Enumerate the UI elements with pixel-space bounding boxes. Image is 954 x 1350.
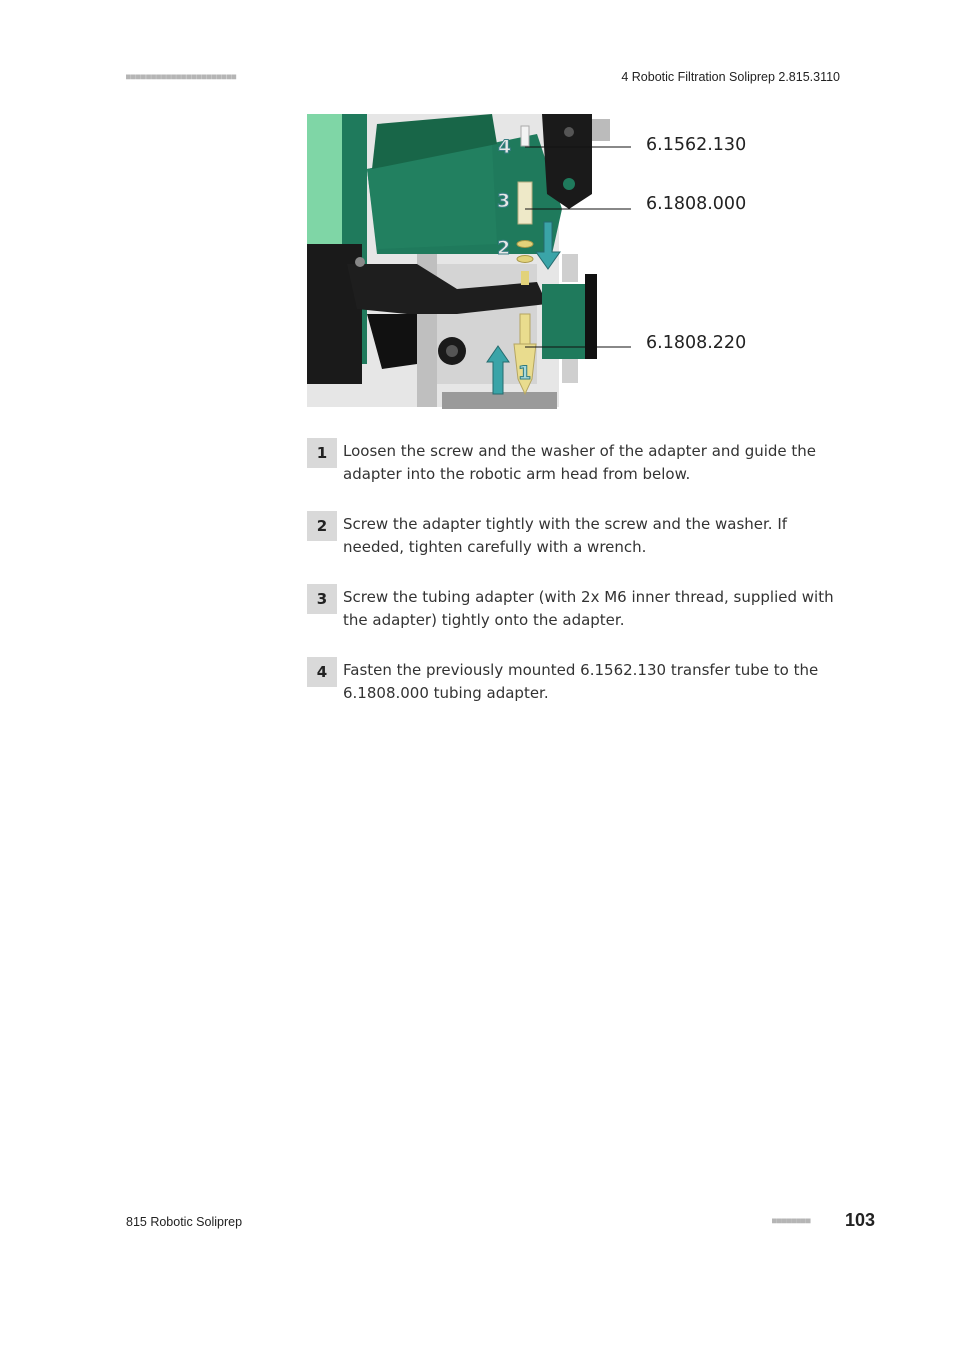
step-number: 1 — [307, 438, 337, 468]
instruction-steps — [307, 438, 837, 730]
adapter — [520, 314, 530, 344]
marker-4: 4 — [498, 136, 512, 158]
footer-product-name: 815 Robotic Soliprep — [126, 1215, 243, 1229]
step-number: 2 — [307, 511, 337, 541]
assembly-illustration — [307, 114, 747, 409]
marker-2: 2 — [497, 237, 511, 259]
header-decoration: ■■■■■■■■■■■■■■■■■■■■■■ — [126, 72, 237, 81]
transfer-tube — [521, 126, 529, 146]
callout-transfer-tube: 6.1562.130 — [646, 135, 747, 155]
callout-tubing-adapter: 6.1808.000 — [646, 194, 747, 214]
callout-adapter: 6.1808.220 — [646, 333, 747, 353]
step-item — [307, 438, 837, 511]
chapter-title: 4 Robotic Filtration Soliprep 2.815.3110 — [621, 70, 840, 84]
page-number: 103 — [845, 1210, 876, 1230]
step-text: Fasten the previously mounted 6.1562.130 transfer tube to the 6.1808.000 tubing adapter. — [343, 661, 819, 702]
marker-3: 3 — [497, 190, 511, 212]
washer — [517, 241, 533, 248]
screw-washer — [517, 256, 533, 263]
step-item — [307, 584, 837, 657]
tubing-adapter — [518, 182, 532, 224]
step-text: Screw the tubing adapter (with 2x M6 inner thread, supplied with the adapter) tightly onto the adapter. — [343, 588, 834, 629]
marker-1: 1 — [518, 362, 532, 384]
step-item — [307, 511, 837, 584]
step-item — [307, 657, 837, 730]
step-text: Loosen the screw and the washer of the adapter and guide the adapter into the robotic arm head from below. — [343, 442, 817, 483]
step-number: 4 — [307, 657, 337, 687]
step-number: 3 — [307, 584, 337, 614]
robotic-arm-drawing — [307, 114, 747, 409]
footer-decoration: ■■■■■■■■ — [772, 1216, 811, 1225]
step-text: Screw the adapter tightly with the screw and the washer. If needed, tighten carefully with a wrench. — [343, 515, 788, 556]
